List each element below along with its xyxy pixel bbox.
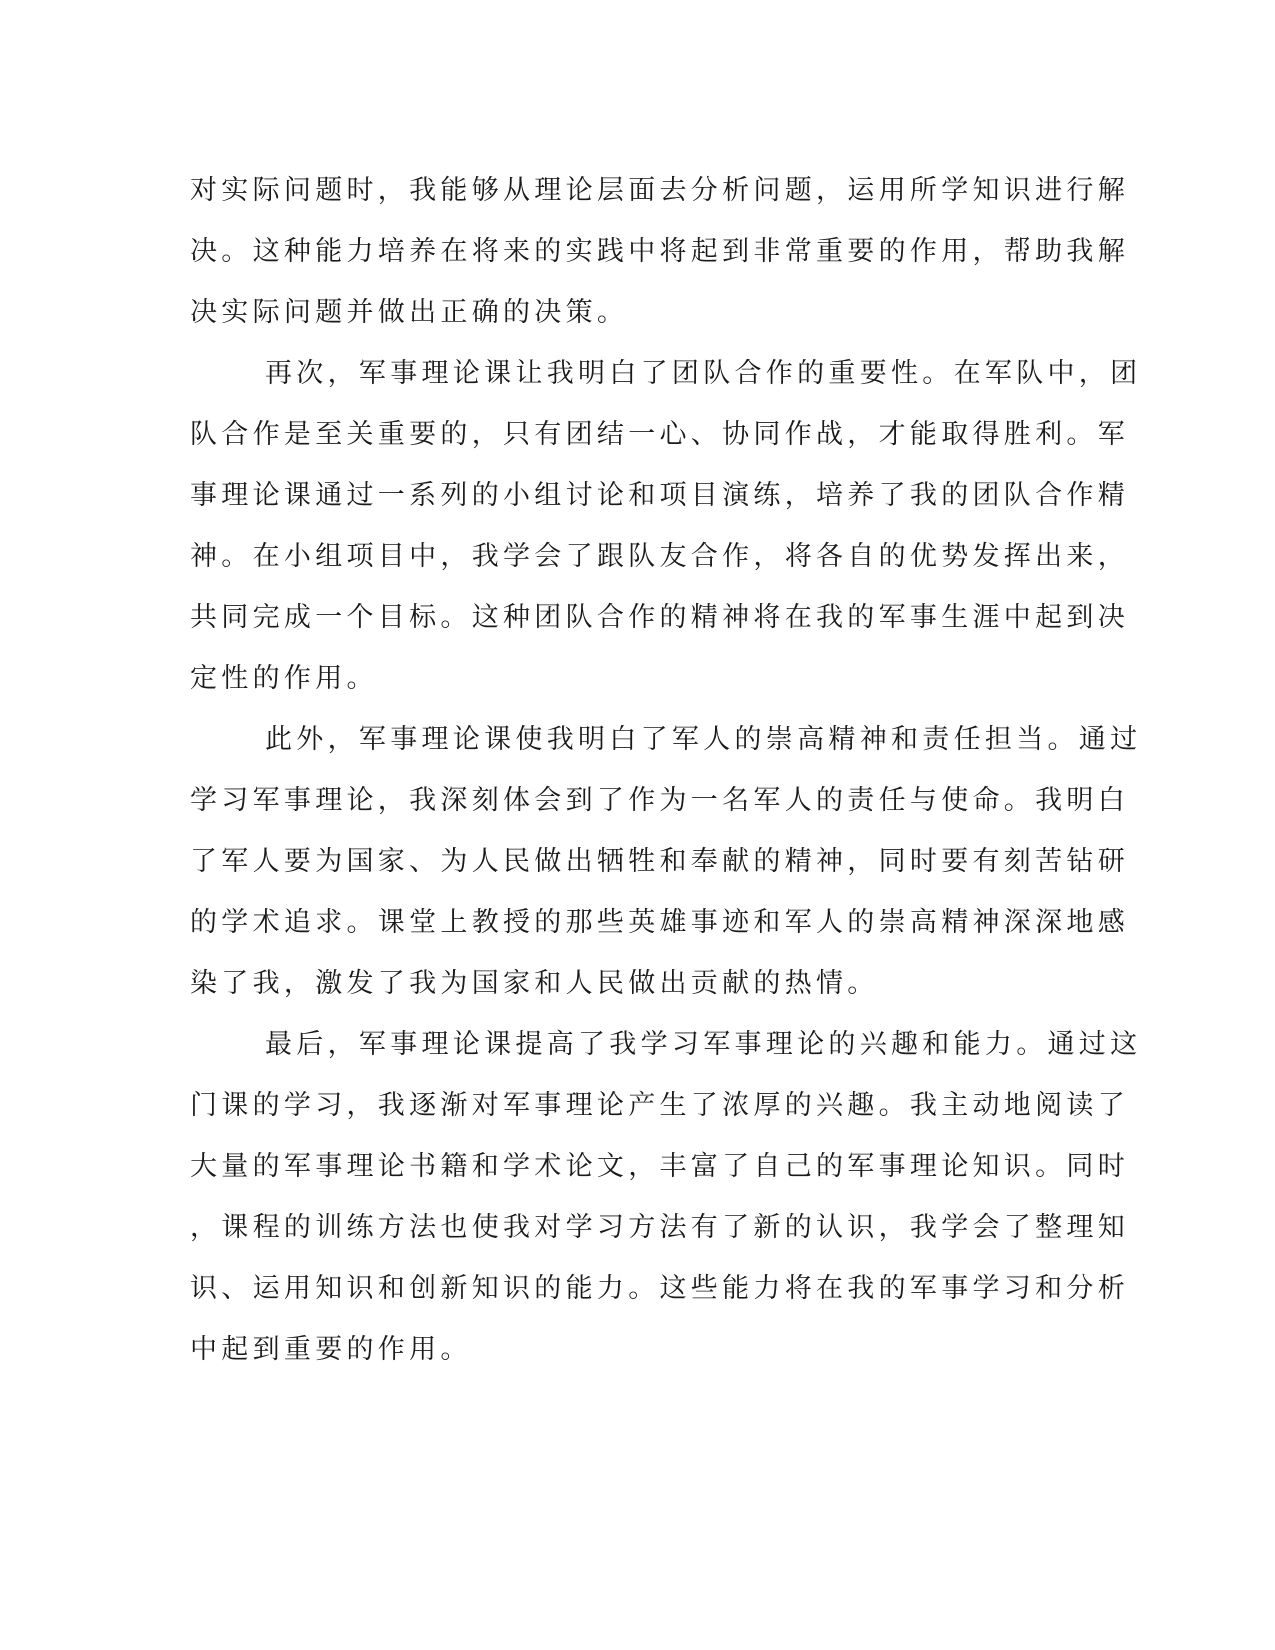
text-line: 决。这种能力培养在将来的实践中将起到非常重要的作用，帮助我解	[190, 236, 1129, 267]
text-line: 定性的作用。	[190, 663, 378, 694]
text-line: 队合作是至关重要的，只有团结一心、协同作战，才能取得胜利。军	[190, 419, 1129, 450]
text-line: 共同完成一个目标。这种团队合作的精神将在我的军事生涯中起到决	[190, 602, 1129, 633]
text-line: 事理论课通过一系列的小组讨论和项目演练，培养了我的团队合作精	[190, 480, 1129, 511]
text-line: 识、运用知识和创新知识的能力。这些能力将在我的军事学习和分析	[190, 1273, 1129, 1304]
text-line: 门课的学习，我逐渐对军事理论产生了浓厚的兴趣。我主动地阅读了	[190, 1090, 1129, 1121]
paragraph-first-line: 此外，军事理论课使我明白了军人的崇高精神和责任担当。通过	[265, 724, 1142, 755]
text-line: 决实际问题并做出正确的决策。	[190, 297, 629, 328]
document-body	[190, 160, 1142, 1380]
text-line: 了军人要为国家、为人民做出牺牲和奉献的精神，同时要有刻苦钻研	[190, 846, 1129, 877]
text-line: 神。在小组项目中，我学会了跟队友合作，将各自的优势发挥出来，	[190, 541, 1129, 572]
text-line: 的学术追求。课堂上教授的那些英雄事迹和军人的崇高精神深深地感	[190, 907, 1129, 938]
text-line: 学习军事理论，我深刻体会到了作为一名军人的责任与使命。我明白	[190, 785, 1129, 816]
text-line: 染了我，激发了我为国家和人民做出贡献的热情。	[190, 968, 879, 999]
text-line: 大量的军事理论书籍和学术论文，丰富了自己的军事理论知识。同时	[190, 1151, 1129, 1182]
text-line: 中起到重要的作用。	[190, 1334, 472, 1365]
text-line: 对实际问题时，我能够从理论层面去分析问题，运用所学知识进行解	[190, 175, 1129, 206]
paragraph-first-line: 再次，军事理论课让我明白了团队合作的重要性。在军队中，团	[265, 358, 1142, 389]
text-line: ，课程的训练方法也使我对学习方法有了新的认识，我学会了整理知	[190, 1212, 1129, 1243]
paragraph-first-line: 最后，军事理论课提高了我学习军事理论的兴趣和能力。通过这	[265, 1029, 1142, 1060]
